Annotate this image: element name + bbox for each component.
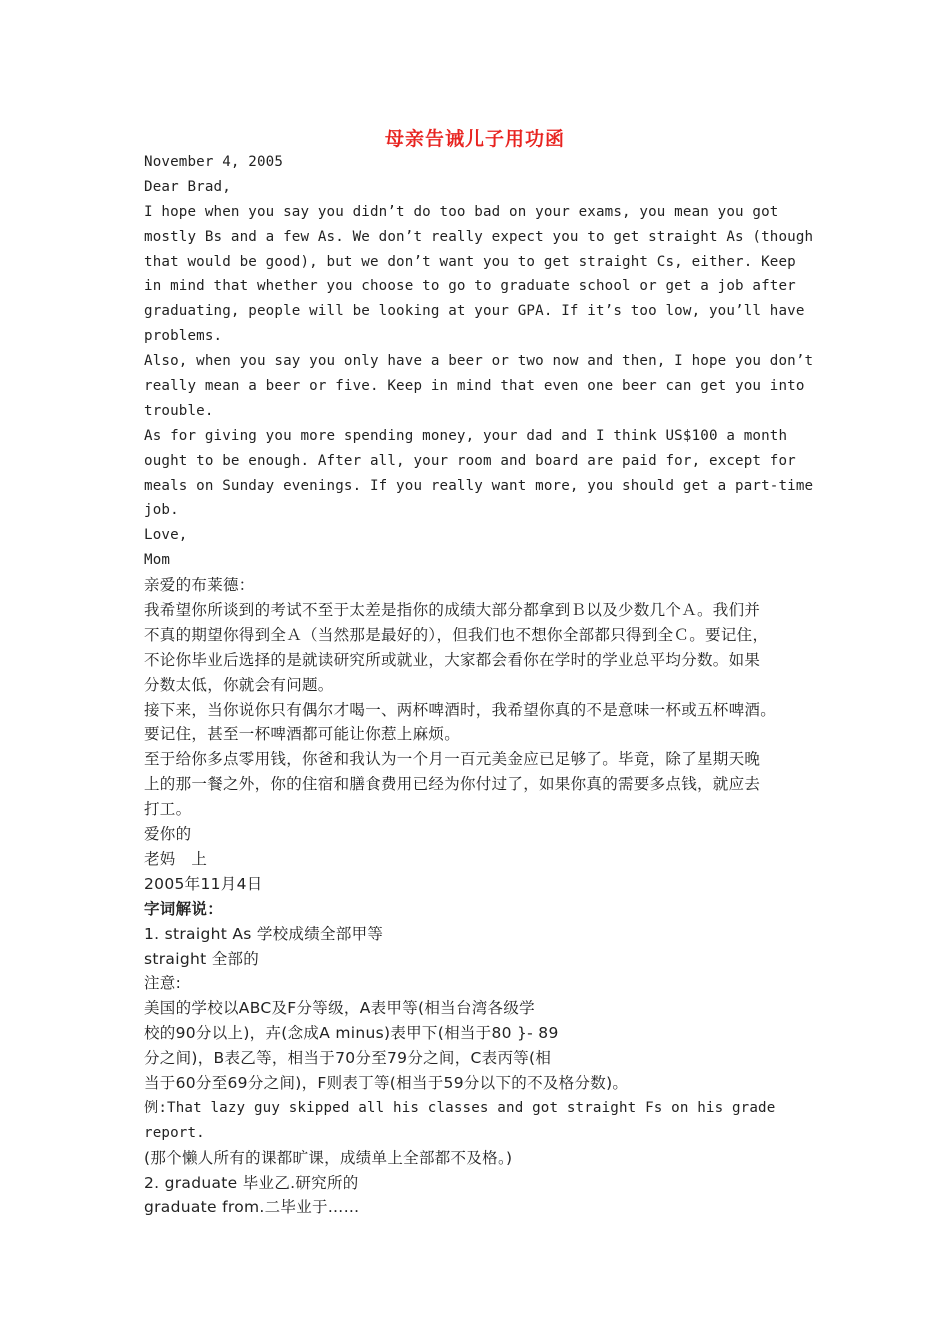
translation-signature: 老妈 上	[144, 849, 208, 868]
glossary-note-line: 校的90分以上)，卉(念成A minus)表甲下(相当于80 }- 89	[144, 1024, 559, 1043]
letter-line: trouble.	[144, 402, 214, 419]
letter-line: job.	[144, 502, 179, 519]
letter-date: November 4, 2005	[144, 154, 284, 170]
translation-line: 分数太低，你就会有问题。	[144, 675, 334, 694]
translation-line: 不论你毕业后选择的是就读研究所或就业，大家都会看你在学时的学业总平均分数。如果	[144, 650, 761, 669]
document-body	[144, 150, 812, 1220]
translation-line: 至于给你多点零用钱，你爸和我认为一个月一百元美金应已足够了。毕竟，除了星期天晚	[144, 750, 761, 769]
glossary-note-line: 当于60分至69分之间)，F则表丁等(相当于59分以下的不及格分数)。	[144, 1073, 629, 1092]
glossary-item-definition: straight 全部的	[144, 949, 260, 968]
letter-line: really mean a beer or five. Keep in mind that even one beer can get you into	[144, 378, 805, 395]
letter-line: in mind that whether you choose to go to graduate school or get a job after	[144, 278, 796, 295]
letter-line: meals on Sunday evenings. If you really want more, you should get a part-time	[144, 477, 814, 494]
glossary-item-title: 2. graduate 毕业乙.研究所的	[144, 1173, 359, 1192]
translation-line: 打工。	[144, 800, 192, 819]
letter-line: Also, when you say you only have a beer or two now and then, I hope you don’t	[144, 353, 814, 370]
glossary-item-title: 1. straight As 学校成绩全部甲等	[144, 924, 384, 943]
translation-date: 2005年11月4日	[144, 874, 263, 893]
letter-greeting: Dear Brad,	[144, 178, 231, 195]
glossary-item-definition: graduate from.二毕业于……	[144, 1198, 360, 1217]
glossary-note-line: 分之间)，B表乙等，相当于70分至79分之间，C表丙等(相	[144, 1049, 552, 1068]
letter-line: As for giving you more spending money, your dad and I think US$100 a month	[144, 427, 788, 444]
glossary-example-translation: (那个懒人所有的课都旷课，成绩单上全部都不及格。)	[144, 1148, 513, 1167]
letter-line: I hope when you say you didn’t do too bad on your exams, you mean you got	[144, 203, 779, 220]
letter-line: graduating, people will be looking at your GPA. If it’s too low, you’ll have	[144, 303, 805, 320]
glossary-heading: 字词解说：	[144, 899, 224, 918]
translation-line: 不真的期望你得到全Ａ（当然那是最好的），但我们也不想你全部都只得到全Ｃ。要记住，	[144, 625, 769, 644]
letter-line: problems.	[144, 328, 223, 345]
glossary-note-line: 美国的学校以ABC及F分等级，A表甲等(相当台湾各级学	[144, 999, 535, 1018]
translation-closing: 爱你的	[144, 825, 192, 844]
letter-line: mostly Bs and a few As. We don’t really expect you to get straight As (though	[144, 228, 814, 245]
translation-line: 我希望你所谈到的考试不至于太差是指你的成绩大部分都拿到Ｂ以及少数几个Ａ。我们并	[144, 601, 761, 620]
document-title: 母亲告诫儿子用功函	[384, 128, 565, 150]
letter-signature: Mom	[144, 552, 171, 569]
translation-line: 上的那一餐之外，你的住宿和膳食费用已经为你付过了，如果你真的需要多点钱，就应去	[144, 775, 761, 794]
translation-greeting: 亲爱的布莱德：	[144, 576, 255, 595]
translation-line: 要记住，甚至一杯啤酒都可能让你惹上麻烦。	[144, 725, 461, 744]
letter-line: ought to be enough. After all, your room and board are paid for, except for	[144, 452, 796, 469]
translation-line: 接下来，当你说你只有偶尔才喝一、两杯啤酒时，我希望你真的不是意味一杯或五杯啤酒。	[144, 700, 777, 719]
glossary-example: 例:That lazy guy skipped all his classes and got straight Fs on his grade	[144, 1099, 776, 1116]
letter-line: that would be good), but we don’t want you to get straight Cs, either. Keep	[144, 253, 796, 270]
glossary-example: report.	[144, 1124, 205, 1141]
glossary-note-label: 注意:	[144, 974, 182, 993]
letter-closing: Love,	[144, 527, 188, 544]
